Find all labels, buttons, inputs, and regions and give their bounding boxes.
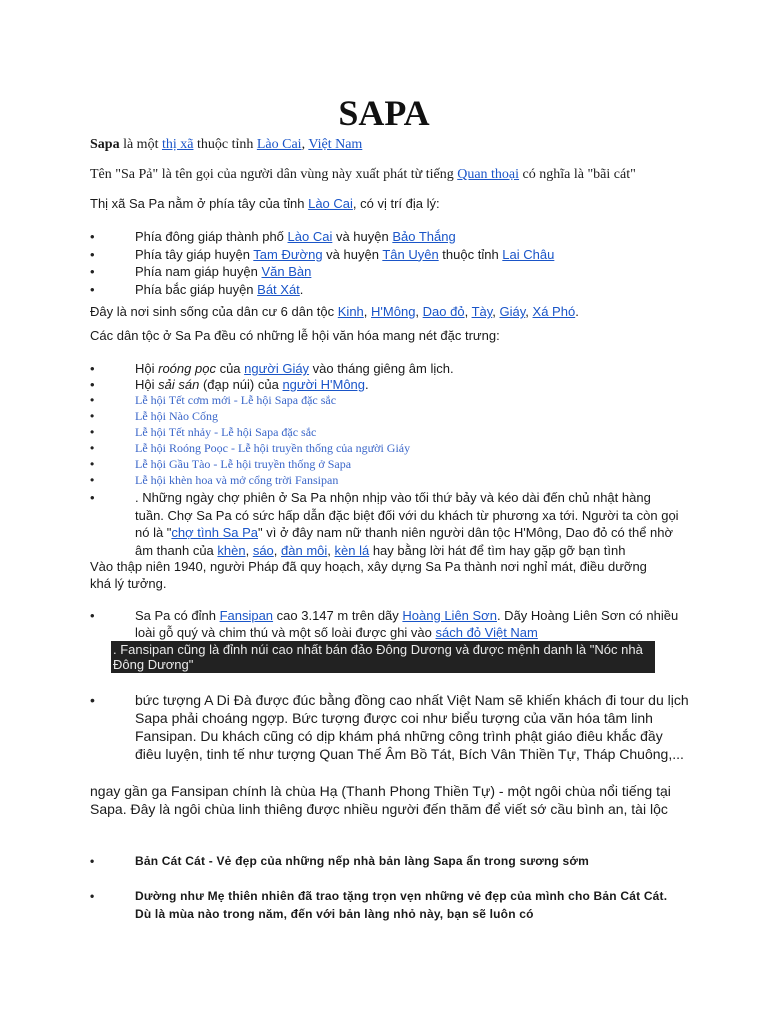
text: Tên "Sa Pả" là tên gọi của người dân vùng này xuất phát từ tiếng: [90, 167, 458, 182]
text: vào tháng giêng âm lịch.: [309, 361, 454, 376]
link-lao-cai[interactable]: Lào Cai: [256, 137, 302, 152]
text: của: [215, 361, 245, 376]
text: Hội: [135, 377, 159, 392]
pagoda-paragraph: ngay gần ga Fansipan chính là chùa Hạ (Thanh Phong Thiền Tự) - một ngôi chùa nổi tiếng tại Sapa. Đây là ngôi chùa linh thiêng được nhiều người đến thăm để viết sớ cầu bình an, tài lộc: [90, 783, 671, 817]
italic-text: roóng pọc: [158, 361, 216, 376]
text: ,: [301, 137, 309, 152]
page-title: SAPA: [338, 93, 430, 133]
link-tam-duong[interactable]: Tam Đường: [253, 246, 323, 262]
link-nguoi-hmong[interactable]: người H'Mông: [282, 377, 366, 392]
link-sach-do[interactable]: sách đỏ Việt Nam: [435, 625, 538, 640]
link-cho-tinh[interactable]: chợ tình Sa Pa: [171, 525, 258, 541]
text: Phía nam giáp huyện: [135, 264, 262, 279]
separator: ,: [492, 304, 500, 319]
ethnic-paragraph: [90, 303, 690, 320]
link-lao-cai-2[interactable]: Lào Cai: [308, 196, 353, 211]
text: .: [575, 304, 579, 319]
location-paragraph: [90, 195, 690, 212]
list-item: [90, 489, 680, 559]
link-lao-cai-3[interactable]: Lào Cai: [287, 229, 333, 244]
list-item: [90, 409, 680, 425]
text: .: [299, 281, 304, 297]
borders-list: [90, 228, 690, 298]
text: ,: [327, 542, 335, 558]
buddha-list: [90, 691, 690, 763]
list-item: [90, 246, 690, 264]
list-item: [90, 377, 680, 393]
link-festival[interactable]: Lễ hội Tết cơm mới - Lễ hội Sapa đặc sắc: [135, 393, 337, 407]
text: . Dãy Hoàng Liên Sơn có nhiều loài gỗ quý và chim thú và một số loài được ghi vào: [135, 608, 679, 640]
link-kinh[interactable]: Kinh: [337, 304, 364, 319]
list-item: [90, 473, 680, 489]
link-bao-thang[interactable]: Bảo Thắng: [392, 229, 456, 244]
ban-cat-cat-list: [90, 852, 670, 940]
text: và huyện: [332, 229, 393, 244]
text: hay bằng lời hát để tìm hay gặp gỡ bạn tình: [369, 542, 626, 558]
list-item: [90, 457, 680, 473]
text: . Những ngày chợ phiên ở Sa Pa nhộn nhịp vào tối thứ bảy và kéo dài đến chủ nhật hàng tuần. Chợ Sa Pa có sức hấp dẫn đặc biệt đối với du khách từ phương xa tới. Người ta còn gọi nó là ": [135, 490, 679, 541]
link-festival[interactable]: Lễ hội khèn hoa và mở cổng trời Fansipan: [135, 472, 339, 487]
link-hoang-lien-son[interactable]: Hoàng Liên Sơn: [402, 608, 497, 623]
text: ,: [245, 542, 253, 558]
link-giay[interactable]: Giáy: [499, 304, 526, 319]
text: và huyện: [322, 246, 383, 262]
link-festival[interactable]: Lễ hội Nào Cống: [135, 408, 218, 423]
link-festival[interactable]: Lễ hội Gầu Tào - Lễ hội truyền thống ở Sapa: [135, 456, 352, 471]
text: (đạp núi) của: [199, 377, 283, 392]
separator: ,: [415, 304, 423, 319]
link-festival[interactable]: Lễ hội Tết nhảy - Lễ hội Sapa đặc sắc: [135, 424, 317, 439]
text: thuộc tỉnh: [438, 246, 503, 262]
link-festival[interactable]: Lễ hội Roóng Poọc - Lễ hội truyền thống của người Giáy: [135, 440, 411, 455]
link-quan-thoai[interactable]: Quan thoại: [457, 167, 520, 182]
text: cao 3.147 m trên dãy: [273, 608, 403, 623]
link-bat-xat[interactable]: Bát Xát: [257, 281, 300, 297]
intro-paragraph: [90, 136, 690, 154]
text: Phía tây giáp huyện: [135, 246, 254, 262]
list-item: [90, 281, 690, 299]
link-hmong[interactable]: H'Mông: [371, 304, 416, 319]
history-paragraph: Vào thập niên 1940, người Pháp đã quy hoạch, xây dựng Sa Pa thành nơi nghỉ mát, điều dưỡng khá lý tưởng.: [90, 559, 647, 591]
link-fansipan[interactable]: Fansipan: [219, 608, 274, 623]
text: Đây là nơi sinh sống của dân cư 6 dân tộc: [90, 304, 338, 319]
list-item: [90, 393, 680, 409]
link-ken-la[interactable]: kèn lá: [334, 542, 370, 558]
text: Phía bắc giáp huyện: [135, 281, 258, 297]
name-origin-paragraph: [90, 166, 690, 184]
text: Phía đông giáp thành phố: [135, 229, 288, 244]
separator: ,: [464, 304, 472, 319]
link-viet-nam[interactable]: Việt Nam: [308, 137, 363, 152]
text: , có vị trí địa lý:: [352, 196, 440, 211]
text: thuộc tỉnh: [193, 137, 257, 152]
italic-text: sải sán: [158, 377, 200, 392]
link-nguoi-giay[interactable]: người Giáy: [244, 361, 310, 376]
fansipan-list: [90, 607, 690, 641]
text: Sa Pa có đỉnh: [135, 608, 220, 623]
list-item: • Dường như Mẹ thiên nhiên đã trao tặng trọn vẹn những vẻ đẹp của mình cho Bản Cát Cát. Dù là mùa nào trong năm, đến với bản làng nhỏ này, bạn sẽ luôn có: [90, 887, 670, 923]
list-item: [90, 263, 690, 281]
list-item: • bức tượng A Di Đà được đúc bằng đồng cao nhất Việt Nam sẽ khiến khách đi tour du lịch Sapa phải choáng ngợp. Bức tượng được coi như biểu tượng của văn hóa tâm linh Fansipan. Du khách cũng có dịp khám phá những công trình phật giáo điêu khắc đầy điêu luyện, tinh tế như tượng Quan Thế Âm Bồ Tát, Bích Vân Thiền Tự, Tháp Chuông,...: [90, 691, 690, 763]
link-tan-uyen[interactable]: Tân Uyên: [382, 246, 439, 262]
text: " vì ở đây nam nữ thanh niên người dân tộc H'Mông, Dao đỏ có thể nhờ âm thanh của: [135, 525, 674, 558]
link-sao[interactable]: sáo: [252, 542, 274, 558]
list-item: [90, 441, 680, 457]
highlighted-text: . Fansipan cũng là đỉnh núi cao nhất bán đảo Đông Dương và được mệnh danh là "Nóc nhà Đông Dương": [111, 641, 655, 673]
festivals-intro: Các dân tộc ở Sa Pa đều có những lễ hội văn hóa mang nét đặc trưng:: [90, 328, 500, 343]
link-lai-chau[interactable]: Lai Châu: [502, 246, 555, 262]
text: là một: [119, 137, 162, 152]
list-item: • Bản Cát Cát - Vẻ đẹp của những nếp nhà bản làng Sapa ẩn trong sương sớm: [90, 852, 670, 870]
link-thi-xa[interactable]: thị xã: [161, 137, 194, 152]
separator: ,: [363, 304, 372, 319]
link-khen[interactable]: khèn: [217, 542, 246, 558]
intro-bold: Sapa: [90, 137, 120, 152]
list-item: [90, 425, 680, 441]
separator: ,: [525, 304, 533, 319]
list-item: [90, 361, 680, 377]
text: Hội: [135, 361, 159, 376]
text: Thị xã Sa Pa nằm ở phía tây của tỉnh: [90, 196, 309, 211]
text: .: [365, 377, 369, 392]
link-van-ban[interactable]: Văn Bàn: [261, 264, 312, 279]
link-tay[interactable]: Tày: [471, 304, 493, 319]
list-item: [90, 228, 690, 246]
text: ,: [273, 542, 282, 558]
festivals-list: [90, 361, 680, 559]
link-xa-pho[interactable]: Xá Phó: [532, 304, 576, 319]
link-dan-moi[interactable]: đàn môi: [281, 542, 328, 558]
text: có nghĩa là "bãi cát": [519, 167, 636, 182]
link-dao-do[interactable]: Dao đỏ: [422, 304, 465, 319]
list-item: [90, 607, 690, 641]
